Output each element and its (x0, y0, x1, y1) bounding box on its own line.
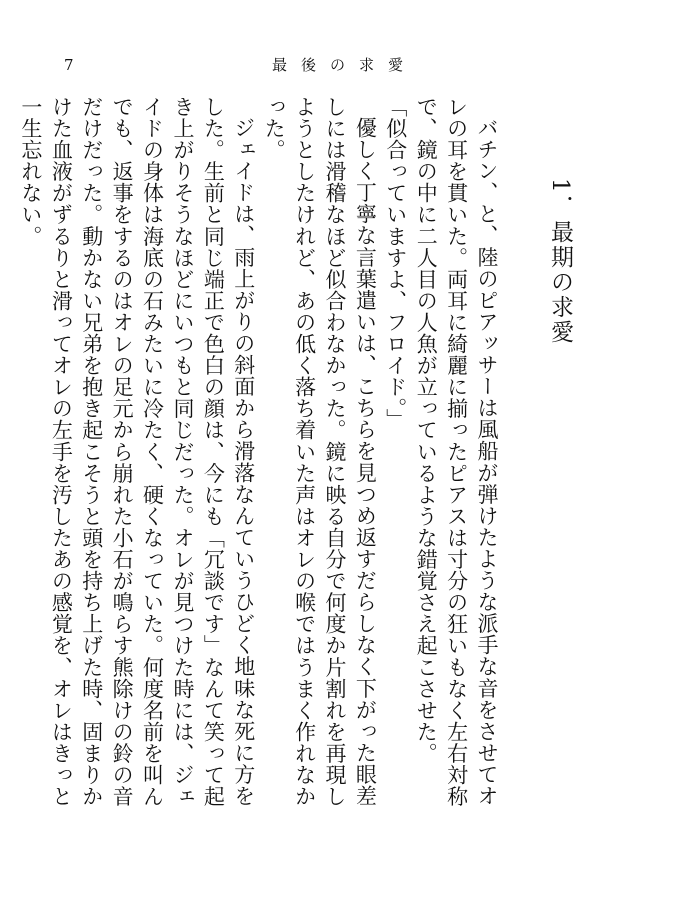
page-number: 7 (64, 56, 74, 74)
chapter-title: 1．最期の求愛 (547, 178, 573, 345)
paragraph-4: ジェイドは、雨上がりの斜面から滑落なんていうひどく地味な死に方をした。生前と同じ端正で色白の顔は、今にも「冗談です」なんて笑って起き上がりそうなほどにいつもと同じだった。オレが見つけた時には、ジェイドの身体は海底の石みたいに冷たく、硬くなっていた。何度名前を叫んでも、返事をするのはオレの足元から崩れた小石が鳴らす熊除けの鈴の音だけだった。動かない兄弟を抱き起こそうと頭を持ち上げた時、固まりかけた血液がずるりと滑ってオレの左手を汚したあの感覚を、オレはきっと一生忘れない。 (18, 96, 256, 808)
paragraph-1: バチン、と、陸のピアッサーは風船が弾けたような派手な音をさせてオレの耳を貫いた。両耳に綺麗に揃ったピアスは寸分の狂いもなく左右対称で、鏡の中に二人目の人魚が立っているような錯覚さえ起こさせた。 (414, 96, 499, 808)
paragraph-3: 優しく丁寧な言葉遣いは、こちらを見つめ返すだらしなく下がった眼差しには滑稽なほど似合わなかった。鏡に映る自分で何度か片割れを再現しようとしたけれど、あの低く落ち着いた声はオレの喉ではうまく作れなかった。 (262, 96, 378, 808)
running-header-title: 最後の求愛 (271, 56, 417, 74)
paragraph-2-dialogue: 「似合っていますよ、フロイド。」 (383, 96, 408, 431)
vertical-body-text (18, 96, 618, 816)
